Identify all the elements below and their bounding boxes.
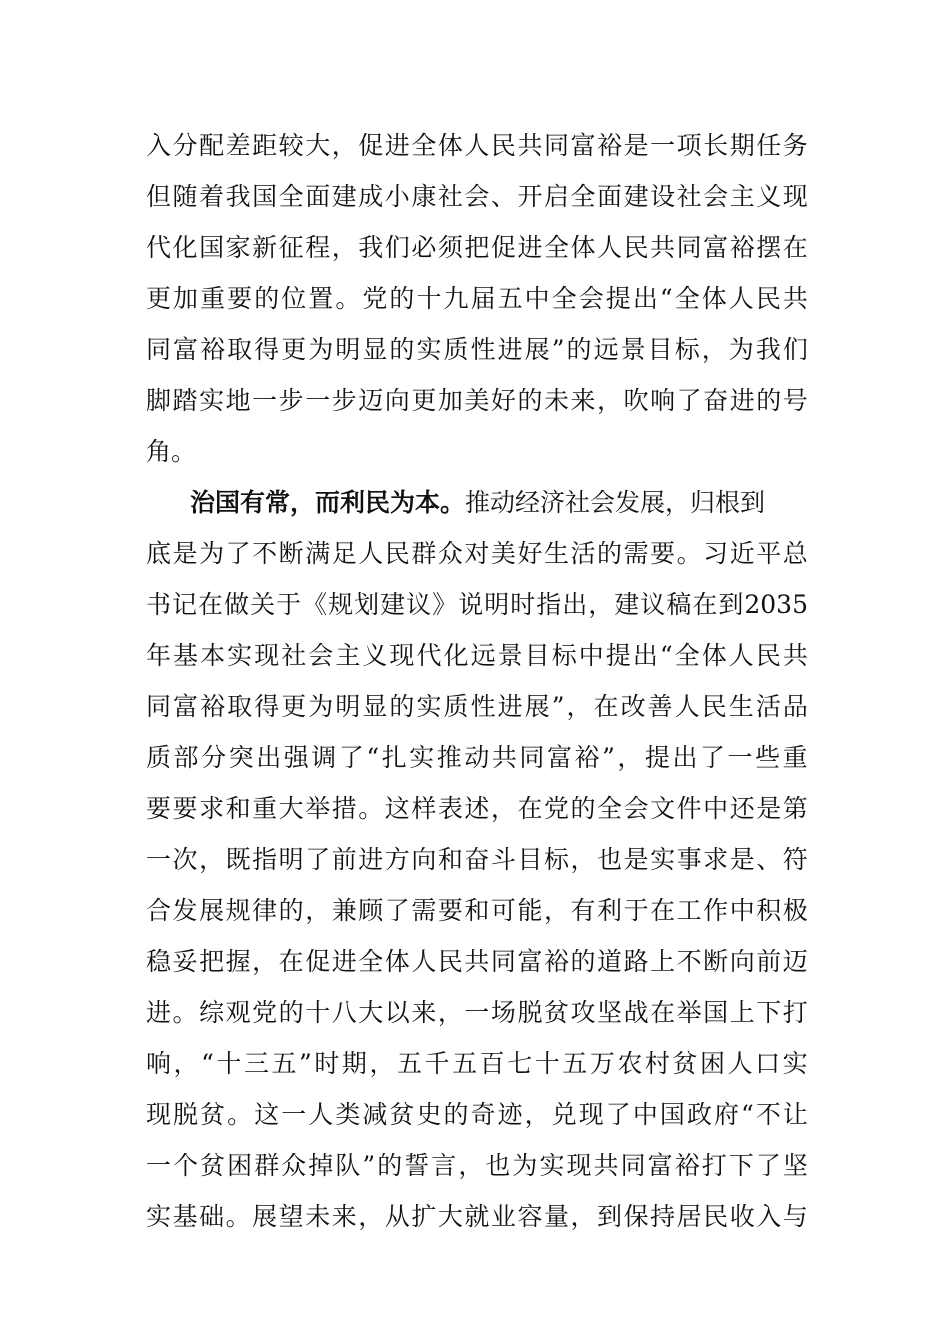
paragraph-line: 更 加 重 要 的 位 置 。 党 的 十 九 届 五 中 全 会 提 出 “ 全 体 人 民 共 [146,284,808,313]
paragraph-2 [146,477,808,1242]
paragraph-line: 进 。 综 观 党 的 十 八 大 以 来 ， 一 场 脱 贫 攻 坚 战 在 举 国 上 下 打 [146,998,808,1027]
paragraph-last-line: 角。 [146,437,197,466]
paragraph-lead-heading: 治国有常，而利民为本。 [190,488,466,517]
paragraph-line: 入 分 配 差 距 较 大 ， 促 进 全 体 人 民 共 同 富 裕 是 一 项 长 期 任 务 [146,131,808,160]
paragraph-line: 同 富 裕 取 得 更 为 明 显 的 实 质 性 进 展 ” ， 在 改 善 人 民 生 活 品 [146,692,808,721]
paragraph-line: 书 记 在 做 关 于 《 规 划 建 议 》 说 明 时 指 出 ， 建 议 稿 在 到 2035 [146,590,808,619]
paragraph-line: 同 富 裕 取 得 更 为 明 显 的 实 质 性 进 展 ” 的 远 景 目 标 ， 为 我 们 [146,335,808,364]
paragraph-line: 要 要 求 和 重 大 举 措 。 这 样 表 述 ， 在 党 的 全 会 文 件 中 还 是 第 [146,794,808,823]
paragraph-line: 现 脱 贫 。 这 一 人 类 减 贫 史 的 奇 迹 ， 兑 现 了 中 国 政 府 “ 不 让 [146,1100,808,1129]
paragraph-line: 实 基 础 。 展 望 未 来 ， 从 扩 大 就 业 容 量 ， 到 保 持 居 民 收 入 与 [146,1202,808,1231]
paragraph-line: 质 部 分 突 出 强 调 了 “ 扎 实 推 动 共 同 富 裕 ” ， 提 出 了 一 些 重 [146,743,808,772]
paragraph-line: 脚 踏 实 地 一 步 一 步 迈 向 更 加 美 好 的 未 来 ， 吹 响 了 奋 进 的 号 [146,386,808,415]
paragraph-line: 合 发 展 规 律 的 ， 兼 顾 了 需 要 和 可 能 ， 有 利 于 在 工 作 中 积 极 [146,896,808,925]
paragraph-line: 代 化 国 家 新 征 程 ， 我 们 必 须 把 促 进 全 体 人 民 共 同 富 裕 摆 在 [146,233,808,262]
paragraph-line: 稳 妥 把 握 ， 在 促 进 全 体 人 民 共 同 富 裕 的 道 路 上 不 断 向 前 迈 [146,947,808,976]
paragraph-line: 一 次 ， 既 指 明 了 前 进 方 向 和 奋 斗 目 标 ， 也 是 实 事 求 是 、 符 [146,845,808,874]
paragraph-first-line: 治国有常，而利民为本。推动经济社会发展，归根到 [190,488,766,517]
paragraph-line: 年 基 本 实 现 社 会 主 义 现 代 化 远 景 目 标 中 提 出 “ 全 体 人 民 共 [146,641,808,670]
body-text [146,120,808,1242]
paragraph-1 [146,120,808,477]
paragraph-line: 一 个 贫 困 群 众 掉 队 ” 的 誓 言 ， 也 为 实 现 共 同 富 裕 打 下 了 坚 [146,1151,808,1180]
paragraph-line: 底 是 为 了 不 断 满 足 人 民 群 众 对 美 好 生 活 的 需 要 。 习 近 平 总 [146,539,808,568]
paragraph-line: 响 ， “ 十 三 五 ” 时 期 ， 五 千 五 百 七 十 五 万 农 村 贫 困 人 口 实 [146,1049,808,1078]
paragraph-line: 但 随 着 我 国 全 面 建 成 小 康 社 会 、 开 启 全 面 建 设 社 会 主 义 现 [146,182,808,211]
